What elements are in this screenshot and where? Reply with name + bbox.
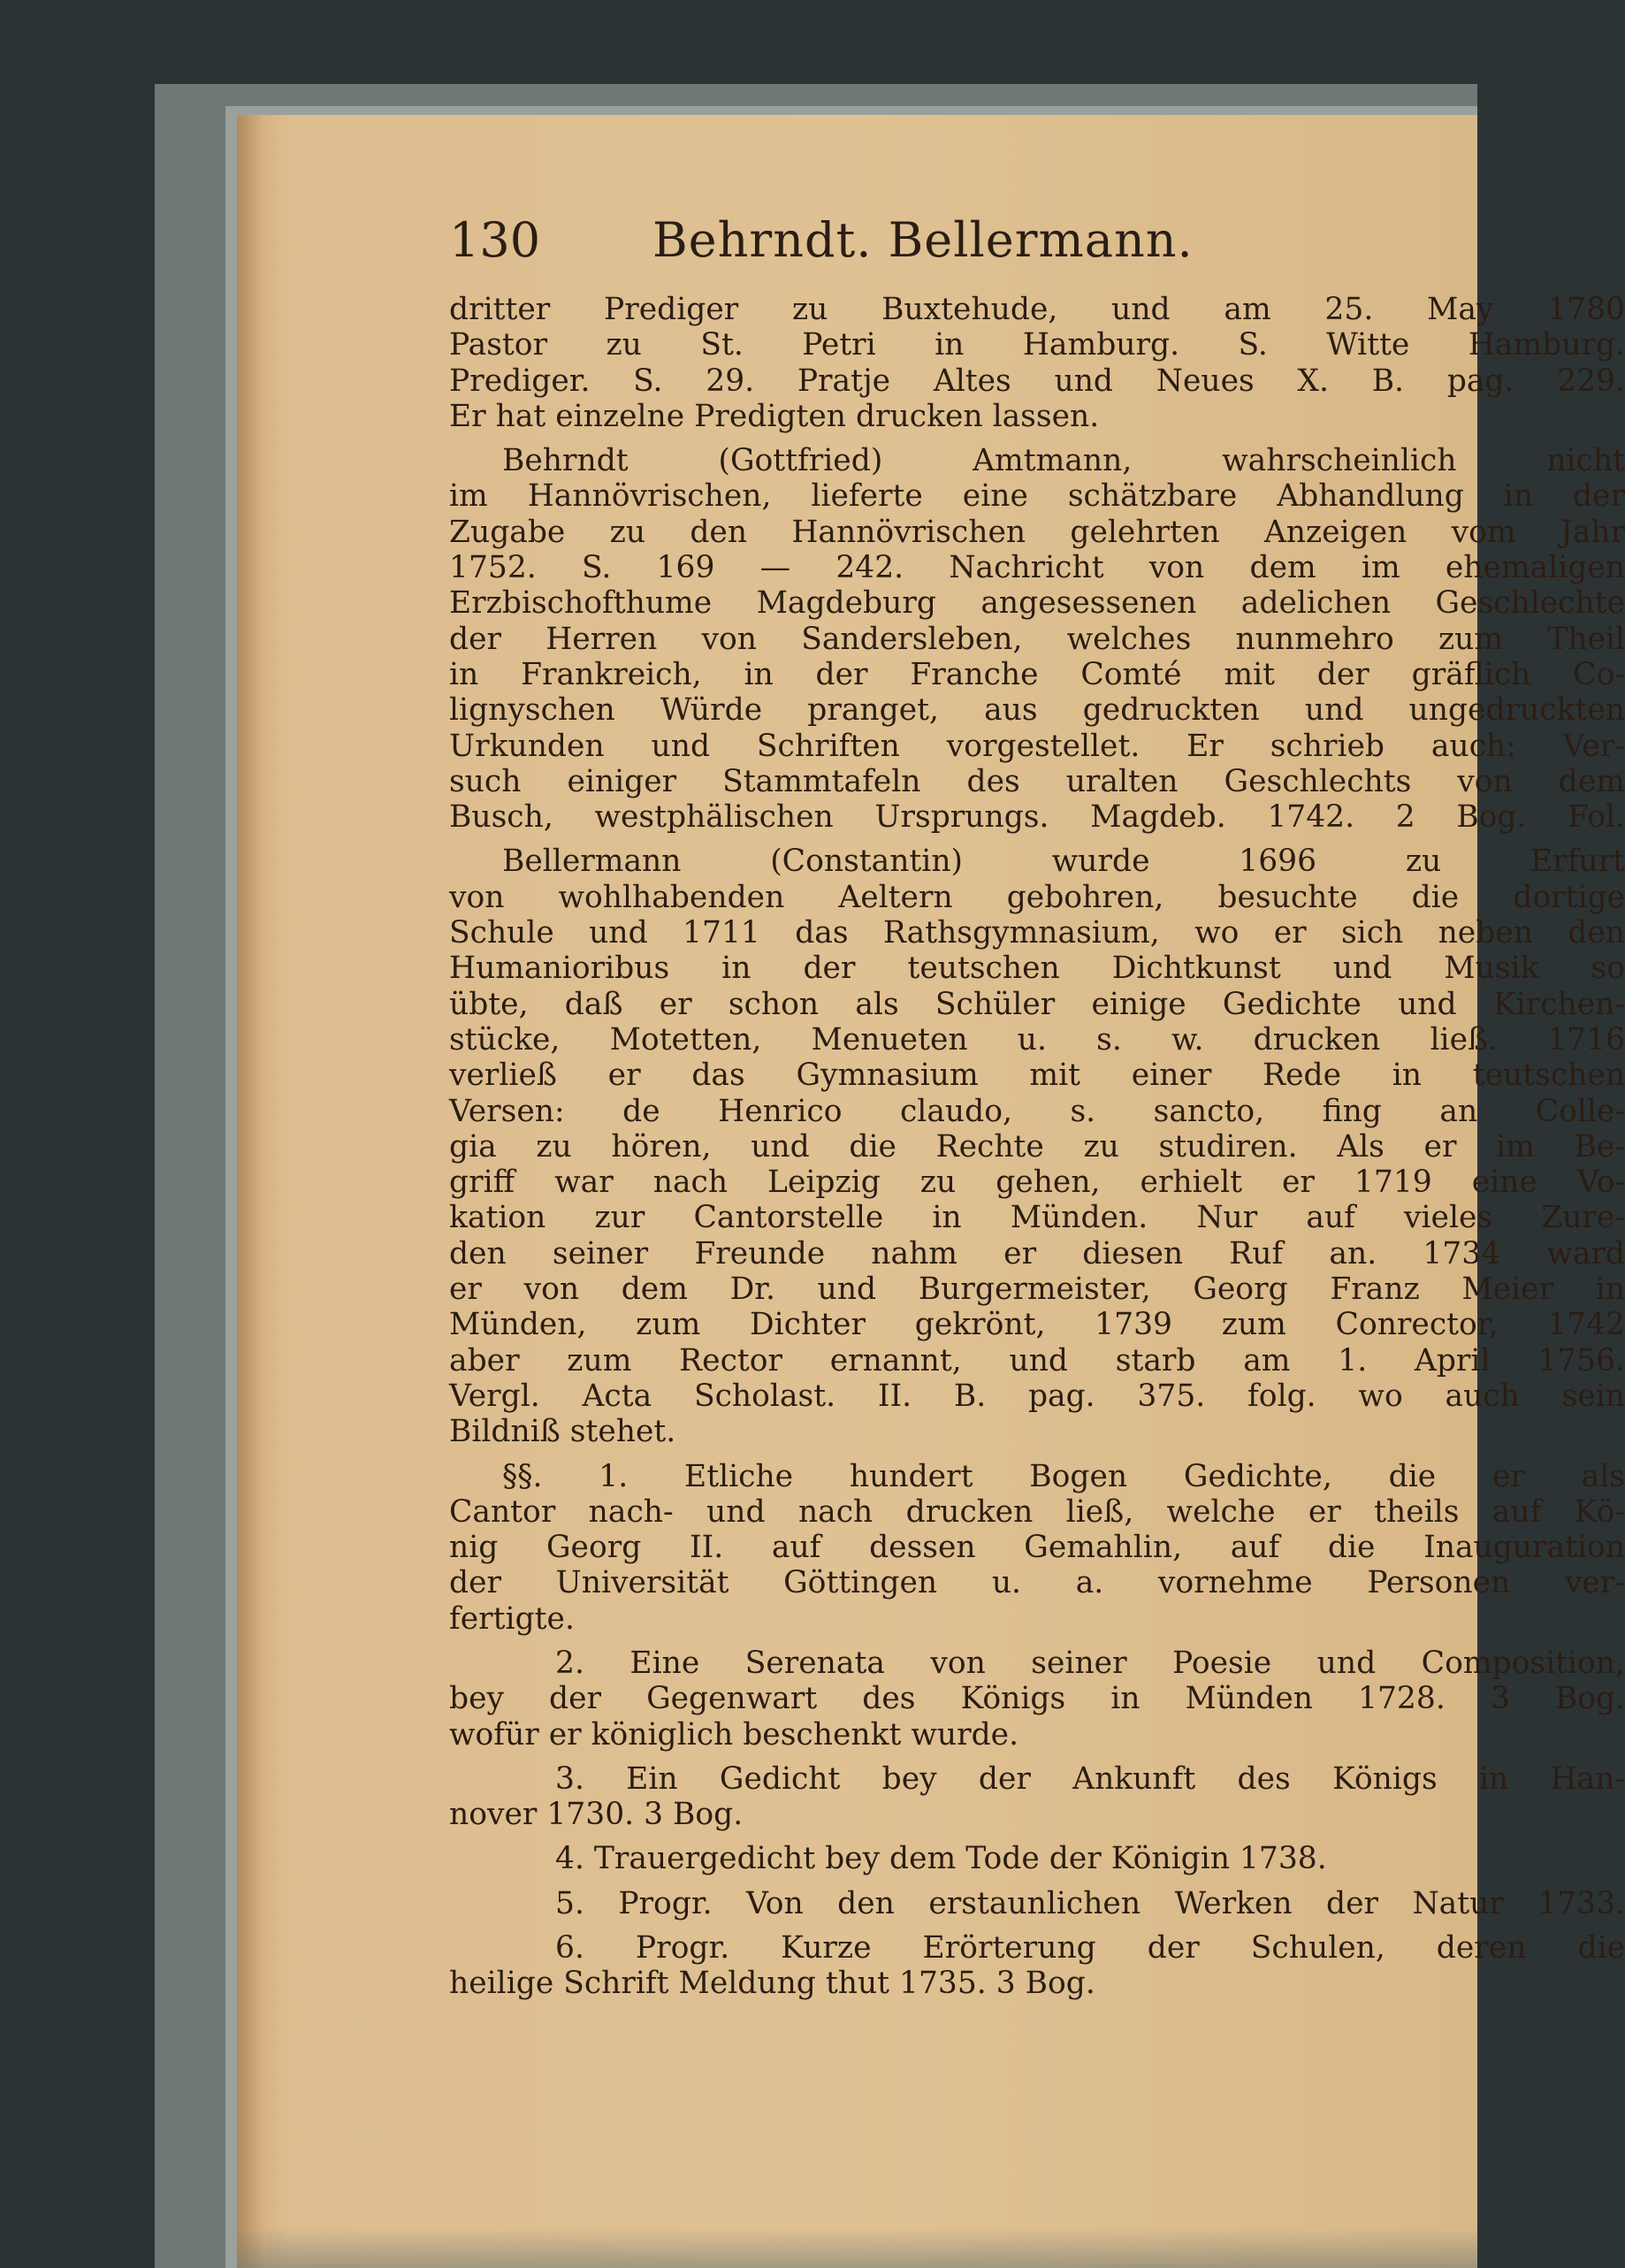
text-line: aber zum Rector ernannt, und starb am 1. April 1756. — [449, 1342, 1625, 1378]
text-line: dritter Prediger zu Buxtehude, und am 25. May 1780 — [449, 292, 1625, 327]
text-line: Zugabe zu den Hannövrischen gelehrten Anzeigen vom Jahr — [449, 514, 1625, 550]
text-line: er von dem Dr. und Burgermeister, Georg Franz Meier in — [449, 1271, 1625, 1308]
text-line: Vergl. Acta Scholast. II. B. pag. 375. folg. wo auch sein — [449, 1378, 1625, 1414]
text-line: verließ er das Gymnasium mit einer Rede in teutschen — [449, 1058, 1625, 1094]
text-line: der Herren von Sandersleben, welches nunmehro zum Theil — [449, 621, 1625, 657]
text-line: nig Georg II. auf dessen Gemahlin, auf die Inauguration — [449, 1530, 1625, 1566]
text-line: Humanioribus in der teutschen Dichtkunst und Musik so — [449, 951, 1625, 987]
text-line: Bildniß stehet. — [449, 1414, 676, 1450]
text-line: fertigte. — [449, 1600, 575, 1637]
page-bottom-shadow — [237, 2228, 1477, 2268]
text-line: such einiger Stammtafeln des uralten Geschlechts von dem — [449, 763, 1625, 799]
text-line: Busch, westphälischen Ursprungs. Magdeb. 1742. 2 Bog. Fol. — [449, 799, 1625, 836]
text-line: gia zu hören, und die Rechte zu studiren. Als er im Be- — [449, 1128, 1625, 1165]
text-line: in Frankreich, in der Franche Comté mit der gräflich Co- — [449, 656, 1625, 692]
page-header — [237, 212, 1477, 283]
works-list-item-3: 3. Ein Gedicht bey der Ankunft des Königs in Han- — [555, 1760, 1625, 1797]
text-line: lignyschen Würde pranget, aus gedruckten und ungedruckten — [449, 692, 1625, 729]
text-line: Cantor nach- und nach drucken ließ, welche er theils auf Kö- — [449, 1493, 1625, 1530]
page-number: 130 — [449, 212, 541, 268]
book-page — [237, 115, 1625, 2268]
text-line: Münden, zum Dichter gekrönt, 1739 zum Conrector, 1742 — [449, 1307, 1625, 1343]
text-line: heilige Schrift Meldung thut 1735. 3 Bog. — [449, 1966, 1095, 2002]
works-list-item-1: §§. 1. Etliche hundert Bogen Gedichte, die er als — [502, 1458, 1625, 1494]
works-list-item-5: 5. Progr. Von den erstaunlichen Werken der Natur 1733. — [555, 1885, 1625, 1921]
text-line: Urkunden und Schriften vorgestellet. Er schrieb auch: Ver- — [449, 728, 1625, 764]
text-line: Er hat einzelne Predigten drucken lassen. — [449, 398, 1100, 434]
works-list-item-2: 2. Eine Serenata von seiner Poesie und Composition, — [555, 1645, 1625, 1681]
entry-heading-bellermann: Bellermann (Constantin) wurde 1696 zu Erfurt — [502, 844, 1625, 880]
text-line: Pastor zu St. Petri in Hamburg. S. Witte Hamburg. — [449, 327, 1625, 363]
text-line: Schule und 1711 das Rathsgymnasium, wo er sich neben den — [449, 915, 1625, 951]
running-head: Behrndt. Bellermann. — [652, 212, 1194, 268]
works-list-item-4: 4. Trauergedicht bey dem Tode der Königin 1738. — [555, 1841, 1327, 1877]
text-line: bey der Gegenwart des Königs in Münden 1728. 3 Bog. — [449, 1681, 1625, 1717]
text-line: der Universität Göttingen u. a. vornehme Personen ver- — [449, 1565, 1625, 1601]
text-line: den seiner Freunde nahm er diesen Ruf an. 1734 ward — [449, 1235, 1625, 1271]
text-line: Versen: de Henrico claudo, s. sancto, fing an Colle- — [449, 1093, 1625, 1129]
text-line: nover 1730. 3 Bog. — [449, 1797, 744, 1833]
body-text — [449, 292, 1625, 2002]
text-line: griff war nach Leipzig zu gehen, erhielt er 1719 eine Vo- — [449, 1165, 1625, 1201]
text-line: 1752. S. 169 — 242. Nachricht von dem im ehemaligen — [449, 550, 1625, 586]
text-line: stücke, Motetten, Menueten u. s. w. drucken ließ. 1716 — [449, 1021, 1625, 1058]
entry-heading-behrndt: Behrndt (Gottfried) Amtmann, wahrscheinlich nicht — [502, 443, 1625, 479]
text-line: von wohlhabenden Aeltern gebohren, besuchte die dortige — [449, 879, 1625, 915]
text-line: im Hannövrischen, lieferte eine schätzbare Abhandlung in der — [449, 478, 1625, 515]
page-gutter-shadow — [237, 115, 263, 2268]
text-line: wofür er königlich beschenkt wurde. — [449, 1716, 1019, 1753]
text-line: kation zur Cantorstelle in Münden. Nur auf vieles Zure- — [449, 1200, 1625, 1236]
text-line: Prediger. S. 29. Pratje Altes und Neues X. B. pag. 229. — [449, 363, 1625, 399]
text-line: übte, daß er schon als Schüler einige Gedichte und Kirchen- — [449, 986, 1625, 1022]
text-line: Erzbischofthume Magdeburg angesessenen adelichen Geschlechte — [449, 585, 1625, 622]
works-list-item-6: 6. Progr. Kurze Erörterung der Schulen, deren die — [555, 1930, 1625, 1966]
